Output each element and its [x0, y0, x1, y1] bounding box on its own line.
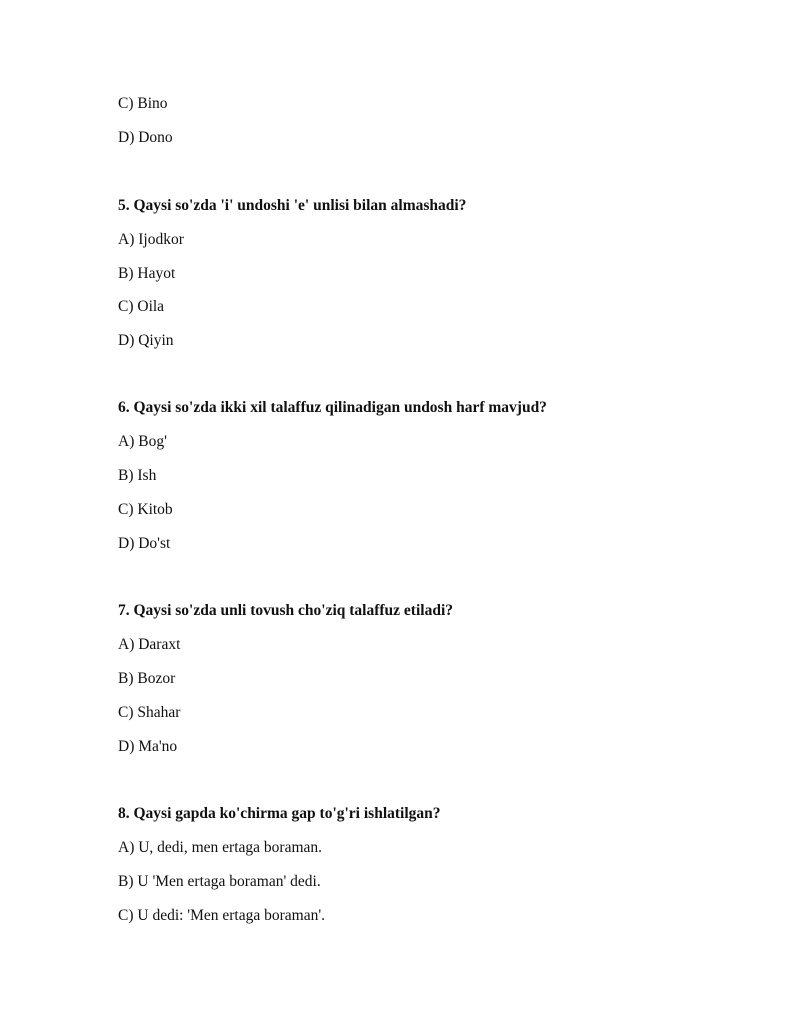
option-b-q8: B) U 'Men ertaga boraman' dedi.	[118, 873, 321, 890]
question-7: 7. Qaysi so'zda unli tovush cho'ziq talaffuz etiladi?	[118, 602, 454, 619]
question-5: 5. Qaysi so'zda 'i' undoshi 'e' unlisi bilan almashadi?	[118, 197, 467, 214]
option-d-q5: D) Qiyin	[118, 332, 174, 349]
option-a-q5: A) Ijodkor	[118, 231, 184, 248]
option-d-q7: D) Ma'no	[118, 738, 178, 755]
option-b-q7: B) Bozor	[118, 670, 176, 687]
option-b-q5: B) Hayot	[118, 265, 176, 282]
option-b-q6: B) Ish	[118, 467, 157, 484]
option-c-q7: C) Shahar	[118, 704, 181, 721]
option-c-q6: C) Kitob	[118, 501, 173, 518]
option-a-q8: A) U, dedi, men ertaga boraman.	[118, 839, 323, 856]
option-c-q5: C) Oila	[118, 298, 165, 315]
option-a-q7: A) Daraxt	[118, 636, 181, 653]
option-c-q4: C) Bino	[118, 95, 168, 112]
question-8: 8. Qaysi gapda ko'chirma gap to'g'ri ishlatilgan?	[118, 805, 441, 822]
option-d-q6: D) Do'st	[118, 535, 171, 552]
question-6: 6. Qaysi so'zda ikki xil talaffuz qilinadigan undosh harf mavjud?	[118, 399, 547, 416]
option-d-q4: D) Dono	[118, 129, 173, 146]
option-c-q8: C) U dedi: 'Men ertaga boraman'.	[118, 907, 326, 924]
option-a-q6: A) Bog'	[118, 433, 167, 450]
